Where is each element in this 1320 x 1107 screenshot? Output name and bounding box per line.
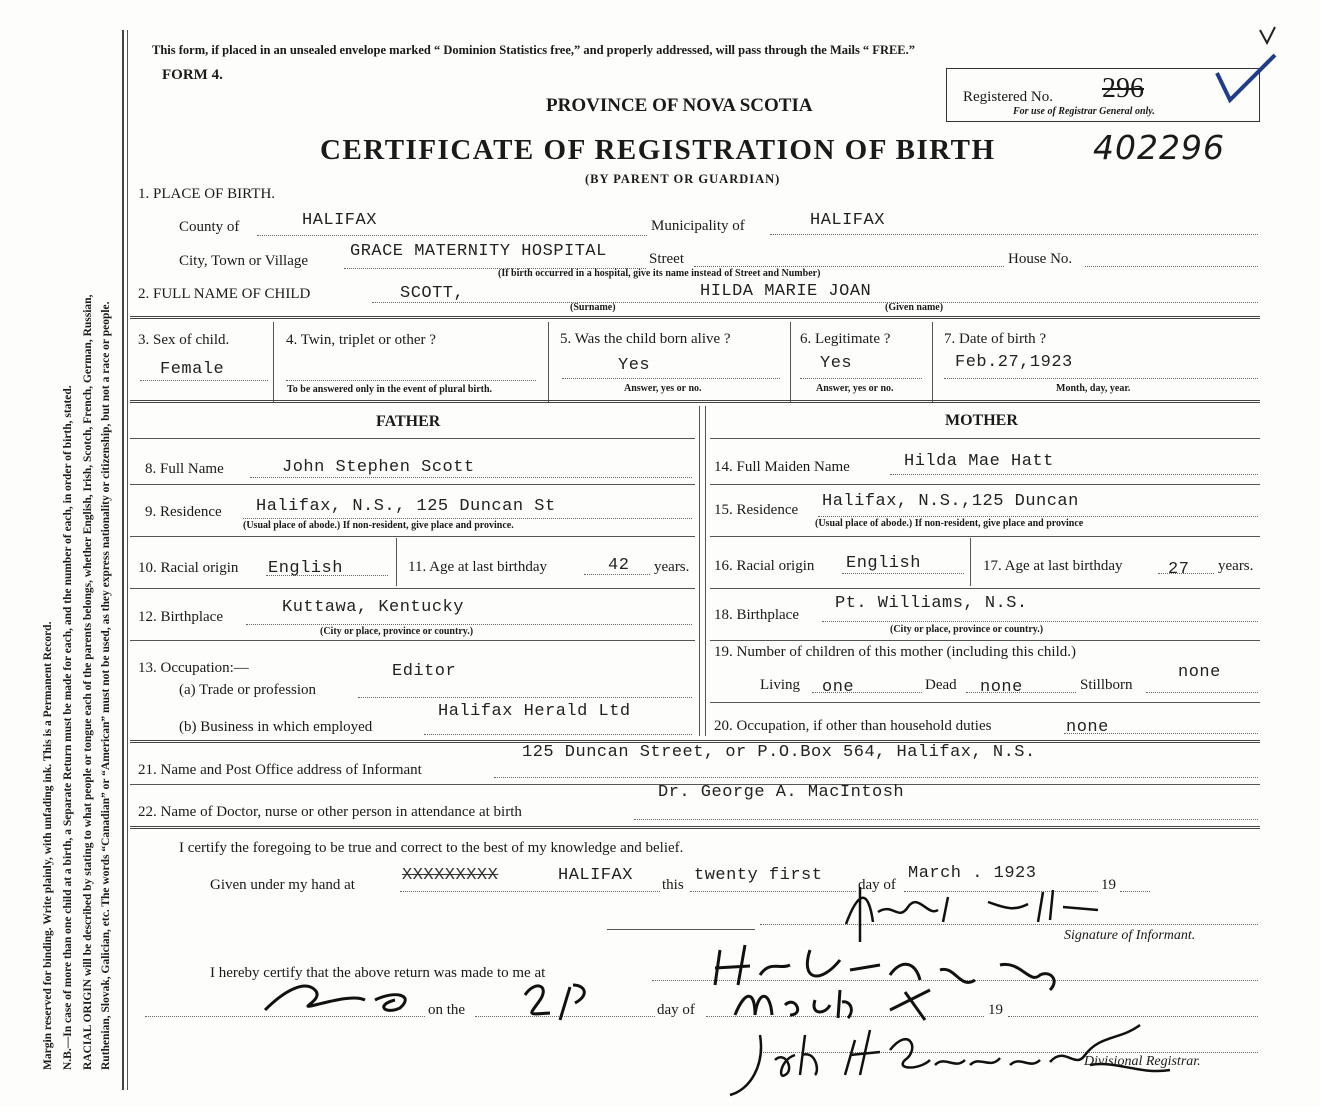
certificate-subtitle: (BY PARENT OR GUARDIAN) bbox=[585, 172, 781, 186]
father-race-value: English bbox=[268, 559, 343, 578]
year2-line bbox=[1008, 1016, 1258, 1017]
legitimate-note: Answer, yes or no. bbox=[816, 383, 894, 394]
rule bbox=[130, 588, 695, 589]
dob-note: Month, day, year. bbox=[1056, 383, 1131, 394]
nb-note: N.B.—In case of more than one child at a birth, a Separate Return must be made for each, and the number of each, in order of birth, stated. bbox=[62, 385, 74, 1070]
doctor-label: 22. Name of Doctor, nurse or other person in attendance at birth bbox=[138, 804, 522, 820]
given-place-line bbox=[400, 891, 660, 892]
mother-residence-value: Halifax, N.S.,125 Duncan bbox=[822, 492, 1079, 511]
day-value: twenty first bbox=[694, 866, 823, 885]
sex-value: Female bbox=[160, 360, 225, 379]
rule bbox=[130, 484, 695, 485]
day-of-label: day of bbox=[858, 877, 896, 893]
father-residence-value: Halifax, N.S., 125 Duncan St bbox=[256, 497, 556, 516]
father-birthplace-label: 12. Birthplace bbox=[138, 609, 223, 625]
registered-label: Registered No. bbox=[963, 89, 1053, 105]
mother-birthplace-line bbox=[822, 621, 1258, 622]
alive-line bbox=[562, 378, 780, 379]
divider bbox=[548, 322, 549, 402]
given-under-label: Given under my hand at bbox=[210, 877, 355, 893]
informant-line bbox=[494, 777, 1258, 778]
mail-note: This form, if placed in an unsealed envelope marked “ Dominion Statistics free,” and properly addressed, will pass through the Mails “ FREE.” bbox=[152, 43, 916, 57]
trade-value: Editor bbox=[392, 662, 457, 681]
mother-age-label: 17. Age at last birthday bbox=[983, 558, 1123, 574]
doctor-line bbox=[634, 819, 1258, 820]
registration-box bbox=[946, 68, 1260, 122]
street-line bbox=[694, 266, 1004, 267]
mother-birthplace-label: 18. Birthplace bbox=[714, 607, 799, 623]
informant-address: 125 Duncan Street, or P.O.Box 564, Halifax, N.S. bbox=[522, 743, 1036, 762]
father-birthplace-value: Kuttawa, Kentucky bbox=[282, 598, 464, 617]
legitimate-value: Yes bbox=[820, 354, 853, 373]
rule bbox=[710, 438, 1260, 439]
form-number: FORM 4. bbox=[162, 67, 223, 83]
child-surname: SCOTT, bbox=[400, 284, 465, 303]
father-heading: FATHER bbox=[376, 413, 441, 430]
father-residence-line bbox=[243, 518, 692, 519]
divider bbox=[699, 406, 700, 736]
given-place-value: HALIFAX bbox=[558, 866, 633, 885]
mother-years: years. bbox=[1218, 558, 1254, 574]
father-birthplace-note: (City or place, province or country.) bbox=[320, 626, 474, 637]
alive-note: Answer, yes or no. bbox=[624, 383, 702, 394]
mother-birthplace-value: Pt. Williams, N.S. bbox=[835, 594, 1028, 613]
city-value: GRACE MATERNITY HOSPITAL bbox=[350, 242, 607, 261]
divider bbox=[932, 322, 933, 402]
rule bbox=[130, 640, 695, 641]
struck-text: XXXXXXXXX bbox=[402, 866, 499, 885]
divisional-registrar-label: Divisional Registrar. bbox=[1084, 1054, 1201, 1069]
place-of-birth-heading: 1. PLACE OF BIRTH. bbox=[138, 186, 276, 202]
divider bbox=[273, 322, 274, 402]
father-age-label: 11. Age at last birthday bbox=[408, 559, 547, 575]
business-line bbox=[424, 734, 692, 735]
child-name-line bbox=[372, 302, 1258, 303]
rule bbox=[130, 438, 695, 439]
binding-margin bbox=[0, 0, 125, 1107]
stillborn-value: none bbox=[1178, 663, 1221, 682]
street-label: Street bbox=[649, 251, 684, 267]
year-label: 19 bbox=[1101, 877, 1116, 893]
margin-note: Margin reserved for binding. Write plainly, with unfading ink. This is a Permanent Record. bbox=[42, 621, 54, 1070]
rule bbox=[710, 484, 1260, 485]
legitimate-label: 6. Legitimate ? bbox=[800, 331, 891, 347]
mother-residence-label: 15. Residence bbox=[714, 502, 799, 518]
mother-race-label: 16. Racial origin bbox=[714, 558, 815, 574]
rule bbox=[130, 400, 1260, 403]
business-value: Halifax Herald Ltd bbox=[438, 702, 631, 721]
rule bbox=[710, 640, 1260, 641]
child-given-name: HILDA MARIE JOAN bbox=[700, 282, 872, 301]
mother-heading: MOTHER bbox=[945, 412, 1018, 429]
mother-name-value: Hilda Mae Hatt bbox=[904, 452, 1054, 471]
legitimate-line bbox=[800, 378, 922, 379]
city-label: City, Town or Village bbox=[179, 253, 309, 269]
rule bbox=[130, 536, 695, 537]
house-label: House No. bbox=[1008, 251, 1073, 267]
father-residence-note: (Usual place of abode.) If non-resident, give place and province. bbox=[243, 520, 514, 531]
divider bbox=[790, 322, 791, 402]
certify-statement: I certify the foregoing to be true and correct to the best of my knowledge and belief. bbox=[179, 840, 684, 856]
rule bbox=[130, 826, 1260, 829]
living-label: Living bbox=[760, 677, 800, 693]
racial-origin-note-cont: Ruthenian, Slovak, Galician, etc. The words “Canadian” or “American” must not be used, as they express nationality or citizenship, but not a race or people. bbox=[100, 301, 112, 1070]
dead-value: none bbox=[980, 678, 1023, 697]
father-birthplace-line bbox=[246, 624, 692, 625]
registrar-use-note: For use of Registrar General only. bbox=[1013, 106, 1155, 117]
mother-name-line bbox=[890, 474, 1258, 475]
alive-label: 5. Was the child born alive ? bbox=[560, 331, 731, 347]
dead-label: Dead bbox=[925, 677, 957, 693]
mother-residence-note: (Usual place of abode.) If non-resident, give place and province bbox=[815, 518, 1084, 529]
racial-origin-note: RACIAL ORIGIN will be described by stating to what people or tongue each of the parents belongs, whether English, Irish, Scotch, French, German, Russian, bbox=[82, 294, 94, 1070]
registrar-statement: I hereby certify that the above return was made to me at bbox=[210, 965, 546, 981]
alive-value: Yes bbox=[618, 356, 651, 375]
mother-residence-line bbox=[818, 516, 1258, 517]
rule bbox=[710, 588, 1260, 589]
father-occupation-label: 13. Occupation:— bbox=[138, 660, 249, 676]
informant-label: 21. Name and Post Office address of Informant bbox=[138, 762, 422, 778]
dob-label: 7. Date of birth ? bbox=[944, 331, 1047, 347]
twin-label: 4. Twin, triplet or other ? bbox=[286, 332, 436, 348]
father-name-value: John Stephen Scott bbox=[282, 458, 475, 477]
margin-line-inner bbox=[127, 30, 128, 1090]
father-name-line bbox=[250, 477, 692, 478]
doctor-value: Dr. George A. MacIntosh bbox=[658, 783, 905, 802]
mother-birthplace-note: (City or place, province or country.) bbox=[890, 624, 1044, 635]
surname-note: (Surname) bbox=[570, 302, 616, 313]
mother-age-value: 27 bbox=[1168, 560, 1190, 579]
business-label: (b) Business in which employed bbox=[179, 719, 373, 735]
year2-label: 19 bbox=[988, 1002, 1003, 1018]
municipality-value: HALIFAX bbox=[810, 211, 885, 230]
hospital-note: (If birth occurred in a hospital, give its name instead of Street and Number) bbox=[498, 268, 821, 279]
margin-line bbox=[122, 30, 124, 1090]
trade-label: (a) Trade or profession bbox=[179, 682, 317, 698]
county-line bbox=[257, 235, 647, 236]
on-the-label: on the bbox=[428, 1002, 466, 1018]
registrar-day-handwriting bbox=[515, 975, 615, 1025]
certificate-title: CERTIFICATE OF REGISTRATION OF BIRTH bbox=[320, 134, 996, 166]
mother-name-label: 14. Full Maiden Name bbox=[714, 459, 850, 475]
given-name-note: (Given name) bbox=[885, 302, 944, 313]
registered-number: 296 bbox=[1102, 73, 1144, 104]
divider bbox=[970, 538, 971, 586]
county-label: County of bbox=[179, 219, 240, 235]
trade-line bbox=[358, 697, 692, 698]
divider bbox=[396, 538, 397, 586]
father-years: years. bbox=[654, 559, 690, 575]
father-race-label: 10. Racial origin bbox=[138, 560, 239, 576]
rule bbox=[710, 702, 1260, 703]
child-name-label: 2. FULL NAME OF CHILD bbox=[138, 286, 311, 302]
house-line bbox=[1085, 266, 1258, 267]
rule bbox=[130, 316, 1260, 319]
father-age-value: 42 bbox=[608, 556, 630, 575]
registrar-no-handwriting bbox=[255, 970, 435, 1020]
dob-value: Feb.27,1923 bbox=[955, 353, 1073, 372]
month-value: March . 1923 bbox=[908, 864, 1037, 883]
living-value: one bbox=[822, 678, 855, 697]
mother-race-value: English bbox=[846, 554, 921, 573]
twin-note: To be answered only in the event of plural birth. bbox=[287, 384, 493, 395]
father-name-label: 8. Full Name bbox=[145, 461, 224, 477]
children-count-label: 19. Number of children of this mother (including this child.) bbox=[714, 644, 1077, 660]
this-label: this bbox=[662, 877, 684, 893]
rule bbox=[710, 536, 1260, 537]
stillborn-line bbox=[1146, 692, 1258, 693]
province-heading: PROVINCE OF NOVA SCOTIA bbox=[546, 95, 813, 116]
mother-occupation-label: 20. Occupation, if other than household duties bbox=[714, 718, 992, 734]
twin-line bbox=[286, 380, 536, 381]
mother-race-line bbox=[842, 573, 964, 574]
municipality-label: Municipality of bbox=[651, 218, 745, 234]
divider bbox=[705, 406, 706, 736]
dob-line bbox=[944, 378, 1258, 379]
day-line bbox=[690, 891, 856, 892]
father-residence-label: 9. Residence bbox=[145, 504, 222, 520]
year-line bbox=[1120, 891, 1150, 892]
stillborn-label: Stillborn bbox=[1080, 677, 1133, 693]
handwritten-number: 402296 bbox=[1093, 128, 1225, 167]
day-of2-label: day of bbox=[657, 1002, 695, 1018]
sex-line bbox=[140, 380, 268, 381]
check-mark-icon bbox=[1215, 25, 1295, 105]
sex-label: 3. Sex of child. bbox=[138, 332, 230, 348]
municipality-line bbox=[770, 234, 1258, 235]
mother-occupation-value: none bbox=[1066, 718, 1109, 737]
county-value: HALIFAX bbox=[302, 211, 377, 230]
informant-signature-label: Signature of Informant. bbox=[1064, 928, 1196, 943]
